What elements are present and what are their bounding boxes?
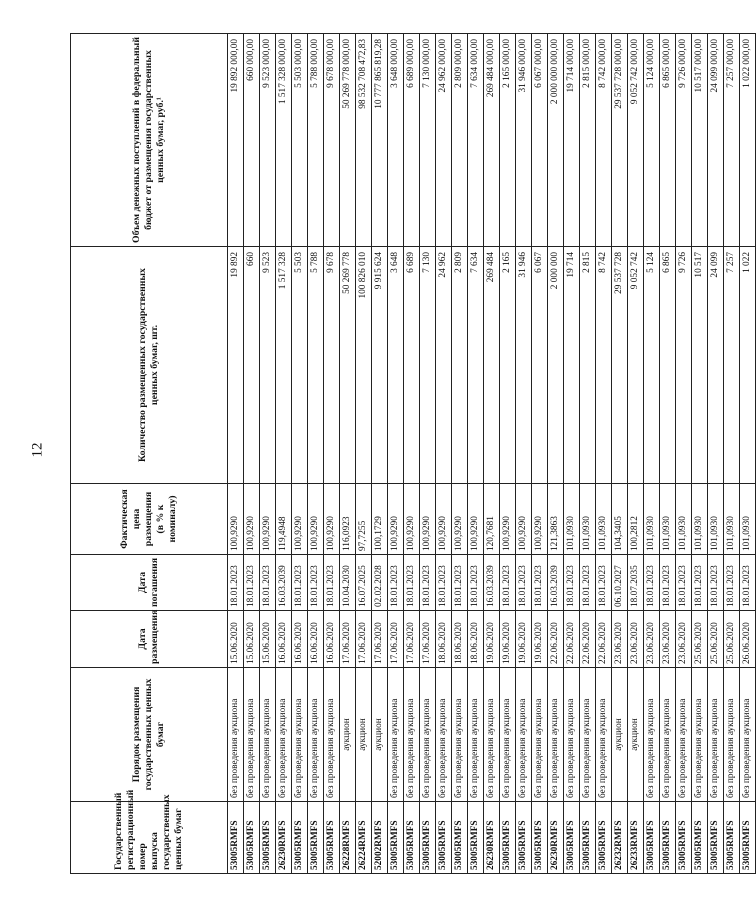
cell-repayment-date: 18.01.2023 [644,555,660,611]
table-row [612,34,628,874]
cell-method: без проведения аукциона [404,668,420,802]
table-row [340,34,356,874]
cell-proceeds: 24 962 000,00 [436,34,452,247]
cell-price: 101,0930 [644,484,660,555]
cell-proceeds: 660 000,00 [244,34,260,247]
cell-code: 53005RMFS [436,802,452,874]
cell-placement-date: 17.06.2020 [372,611,388,668]
cell-proceeds: 5 124 000,00 [644,34,660,247]
cell-price: 104,3405 [612,484,628,555]
cell-code: 53005RMFS [740,802,756,874]
cell-quantity: 7 634 [468,247,484,484]
cell-method: аукцион [340,668,356,802]
cell-method: без проведения аукциона [420,668,436,802]
cell-code: 53005RMFS [660,802,676,874]
cell-repayment-date: 18.01.2023 [404,555,420,611]
table-row [580,34,596,874]
cell-method: без проведения аукциона [308,668,324,802]
cell-code: 26228RMFS [340,802,356,874]
cell-code: 53005RMFS [308,802,324,874]
cell-quantity: 3 648 [388,247,404,484]
cell-method: без проведения аукциона [692,668,708,802]
table-row [228,34,244,874]
cell-quantity: 7 130 [420,247,436,484]
header-method: Порядок размещения государственных ценных бумаг [71,668,228,802]
cell-price: 100,9290 [516,484,532,555]
cell-proceeds: 10 777 865 819,28 [372,34,388,247]
cell-method: без проведения аукциона [660,668,676,802]
cell-proceeds: 6 067 000,00 [532,34,548,247]
cell-code: 53005RMFS [708,802,724,874]
cell-price: 101,0930 [692,484,708,555]
cell-repayment-date: 18.01.2023 [292,555,308,611]
cell-code: 53005RMFS [516,802,532,874]
cell-price: 100,9290 [468,484,484,555]
cell-proceeds: 9 523 000,00 [260,34,276,247]
table-row [516,34,532,874]
table-row [548,34,564,874]
cell-code: 53005RMFS [564,802,580,874]
cell-repayment-date: 16.03.2039 [548,555,564,611]
cell-proceeds: 6 865 000,00 [660,34,676,247]
table-row [276,34,292,874]
cell-placement-date: 16.06.2020 [324,611,340,668]
cell-proceeds: 7 130 000,00 [420,34,436,247]
cell-code: 53005RMFS [676,802,692,874]
cell-repayment-date: 18.01.2023 [260,555,276,611]
table-row [708,34,724,874]
table-row [468,34,484,874]
cell-price: 120,7681 [484,484,500,555]
cell-price: 100,9290 [324,484,340,555]
cell-method: без проведения аукциона [564,668,580,802]
page-number: 12 [29,442,46,458]
cell-price: 97,7255 [356,484,372,555]
cell-method: аукцион [628,668,644,802]
cell-proceeds: 19 714 000,00 [564,34,580,247]
cell-repayment-date: 18.01.2023 [388,555,404,611]
table-row [356,34,372,874]
cell-repayment-date: 18.01.2023 [324,555,340,611]
cell-proceeds: 6 689 000,00 [404,34,420,247]
cell-placement-date: 18.06.2020 [468,611,484,668]
cell-placement-date: 22.06.2020 [580,611,596,668]
cell-price: 100,9290 [452,484,468,555]
cell-proceeds: 9 726 000,00 [676,34,692,247]
cell-code: 53005RMFS [420,802,436,874]
cell-repayment-date: 18.01.2023 [244,555,260,611]
cell-price: 100,9290 [436,484,452,555]
cell-code: 53005RMFS [500,802,516,874]
cell-proceeds: 5 788 000,00 [308,34,324,247]
cell-code: 53005RMFS [244,802,260,874]
cell-code: 53005RMFS [404,802,420,874]
cell-quantity: 2 165 [500,247,516,484]
table-row [692,34,708,874]
table-row [260,34,276,874]
table-row [420,34,436,874]
table-row [244,34,260,874]
cell-repayment-date: 16.07.2025 [356,555,372,611]
cell-proceeds: 3 648 000,00 [388,34,404,247]
cell-placement-date: 25.06.2020 [708,611,724,668]
cell-method: аукцион [612,668,628,802]
cell-code: 53005RMFS [596,802,612,874]
cell-price: 100,1729 [372,484,388,555]
cell-quantity: 31 946 [516,247,532,484]
cell-repayment-date: 18.01.2023 [580,555,596,611]
cell-method: без проведения аукциона [276,668,292,802]
table-row [404,34,420,874]
cell-code: 26230RMFS [484,802,500,874]
cell-quantity: 1 517 328 [276,247,292,484]
cell-code: 26232RMFS [612,802,628,874]
cell-quantity: 6 865 [660,247,676,484]
cell-code: 53005RMFS [532,802,548,874]
cell-price: 101,0930 [676,484,692,555]
cell-price: 100,9290 [308,484,324,555]
cell-price: 100,9290 [292,484,308,555]
cell-placement-date: 16.06.2020 [276,611,292,668]
cell-quantity: 660 [244,247,260,484]
cell-placement-date: 18.06.2020 [436,611,452,668]
cell-proceeds: 9 052 742 000,00 [628,34,644,247]
cell-placement-date: 22.06.2020 [564,611,580,668]
cell-quantity: 50 269 778 [340,247,356,484]
cell-quantity: 9 678 [324,247,340,484]
cell-method: без проведения аукциона [436,668,452,802]
cell-quantity: 24 962 [436,247,452,484]
cell-placement-date: 15.06.2020 [260,611,276,668]
cell-quantity: 269 484 [484,247,500,484]
cell-placement-date: 15.06.2020 [228,611,244,668]
cell-method: без проведения аукциона [532,668,548,802]
cell-placement-date: 23.06.2020 [660,611,676,668]
rotated-table-container [70,34,752,874]
cell-code: 53005RMFS [228,802,244,874]
cell-method: без проведения аукциона [516,668,532,802]
cell-proceeds: 7 634 000,00 [468,34,484,247]
cell-repayment-date: 18.01.2023 [500,555,516,611]
cell-repayment-date: 18.01.2023 [228,555,244,611]
cell-quantity: 6 067 [532,247,548,484]
cell-method: аукцион [356,668,372,802]
cell-code: 53005RMFS [644,802,660,874]
cell-repayment-date: 18.01.2023 [436,555,452,611]
cell-proceeds: 8 742 000,00 [596,34,612,247]
cell-quantity: 5 503 [292,247,308,484]
cell-repayment-date: 06.10.2027 [612,555,628,611]
cell-placement-date: 19.06.2020 [500,611,516,668]
cell-method: без проведения аукциона [468,668,484,802]
cell-method: без проведения аукциона [740,668,756,802]
cell-method: без проведения аукциона [484,668,500,802]
cell-method: без проведения аукциона [708,668,724,802]
cell-repayment-date: 18.01.2023 [308,555,324,611]
cell-price: 100,9290 [532,484,548,555]
header-proceeds: Объем денежных поступлений в федеральный бюджет от размещения государственных ценных бумаг, руб.¹ [71,34,228,247]
cell-placement-date: 23.06.2020 [676,611,692,668]
cell-quantity: 9 052 742 [628,247,644,484]
cell-quantity: 8 742 [596,247,612,484]
cell-quantity: 1 022 [740,247,756,484]
header-repayment-date: Дата погашения [71,555,228,611]
table-row [308,34,324,874]
cell-proceeds: 2 000 000 000,00 [548,34,564,247]
table-row [724,34,740,874]
cell-code: 53005RMFS [468,802,484,874]
cell-placement-date: 17.06.2020 [388,611,404,668]
cell-repayment-date: 16.03.2039 [276,555,292,611]
cell-repayment-date: 18.01.2023 [516,555,532,611]
table-row [436,34,452,874]
cell-price: 116,0923 [340,484,356,555]
cell-price: 119,4948 [276,484,292,555]
cell-repayment-date: 16.03.2039 [484,555,500,611]
header-price: Фактическая цена размещения (в % к номиналу) [71,484,228,555]
cell-method: без проведения аукциона [500,668,516,802]
cell-proceeds: 1 517 328 000,00 [276,34,292,247]
cell-code: 53005RMFS [692,802,708,874]
cell-proceeds: 31 946 000,00 [516,34,532,247]
cell-repayment-date: 18.01.2023 [676,555,692,611]
cell-placement-date: 25.06.2020 [724,611,740,668]
cell-price: 101,0930 [580,484,596,555]
table-row [452,34,468,874]
securities-placement-table [70,33,756,874]
cell-quantity: 2 815 [580,247,596,484]
cell-proceeds: 50 269 778 000,00 [340,34,356,247]
cell-price: 101,0930 [660,484,676,555]
cell-repayment-date: 18.01.2023 [596,555,612,611]
cell-code: 52002RMFS [372,802,388,874]
cell-placement-date: 22.06.2020 [596,611,612,668]
cell-method: без проведения аукциона [452,668,468,802]
cell-quantity: 29 537 728 [612,247,628,484]
cell-quantity: 9 523 [260,247,276,484]
cell-placement-date: 17.06.2020 [340,611,356,668]
cell-proceeds: 7 257 000,00 [724,34,740,247]
cell-price: 100,2812 [628,484,644,555]
cell-placement-date: 19.06.2020 [516,611,532,668]
cell-code: 53005RMFS [324,802,340,874]
cell-price: 121,3863 [548,484,564,555]
table-row [388,34,404,874]
cell-code: 26230RMFS [276,802,292,874]
cell-method: без проведения аукциона [596,668,612,802]
cell-placement-date: 15.06.2020 [244,611,260,668]
cell-placement-date: 17.06.2020 [356,611,372,668]
cell-repayment-date: 18.01.2023 [452,555,468,611]
cell-placement-date: 25.06.2020 [692,611,708,668]
cell-code: 53005RMFS [580,802,596,874]
cell-method: аукцион [372,668,388,802]
cell-proceeds: 98 532 708 472,83 [356,34,372,247]
cell-method: без проведения аукциона [644,668,660,802]
cell-proceeds: 10 517 000,00 [692,34,708,247]
cell-price: 101,0930 [564,484,580,555]
cell-proceeds: 2 815 000,00 [580,34,596,247]
cell-placement-date: 19.06.2020 [484,611,500,668]
cell-method: без проведения аукциона [244,668,260,802]
cell-placement-date: 17.06.2020 [420,611,436,668]
cell-method: без проведения аукциона [548,668,564,802]
cell-proceeds: 2 809 000,00 [452,34,468,247]
cell-code: 26233RMFS [628,802,644,874]
cell-price: 100,9290 [388,484,404,555]
table-row [660,34,676,874]
table-row [372,34,388,874]
table-row [644,34,660,874]
cell-placement-date: 23.06.2020 [644,611,660,668]
cell-placement-date: 23.06.2020 [612,611,628,668]
header-row [71,34,228,874]
cell-quantity: 5 124 [644,247,660,484]
cell-placement-date: 26.06.2020 [740,611,756,668]
cell-price: 100,9290 [404,484,420,555]
cell-price: 101,0930 [724,484,740,555]
cell-quantity: 19 892 [228,247,244,484]
cell-quantity: 5 788 [308,247,324,484]
cell-price: 100,9290 [420,484,436,555]
cell-proceeds: 1 022 000,00 [740,34,756,247]
cell-placement-date: 18.06.2020 [452,611,468,668]
cell-quantity: 10 517 [692,247,708,484]
table-row [628,34,644,874]
cell-placement-date: 16.06.2020 [292,611,308,668]
cell-code: 53005RMFS [260,802,276,874]
header-placement-date: Дата размещения [71,611,228,668]
cell-method: без проведения аукциона [292,668,308,802]
table-row [484,34,500,874]
cell-proceeds: 24 099 000,00 [708,34,724,247]
cell-proceeds: 2 165 000,00 [500,34,516,247]
cell-code: 53005RMFS [292,802,308,874]
cell-quantity: 7 257 [724,247,740,484]
cell-code: 53005RMFS [724,802,740,874]
cell-quantity: 2 809 [452,247,468,484]
cell-price: 100,9290 [260,484,276,555]
cell-placement-date: 17.06.2020 [404,611,420,668]
cell-placement-date: 23.06.2020 [628,611,644,668]
cell-quantity: 100 826 010 [356,247,372,484]
cell-repayment-date: 18.01.2023 [660,555,676,611]
cell-price: 101,0930 [708,484,724,555]
cell-placement-date: 16.06.2020 [308,611,324,668]
cell-placement-date: 22.06.2020 [548,611,564,668]
cell-price: 100,9290 [500,484,516,555]
cell-proceeds: 29 537 728 000,00 [612,34,628,247]
cell-proceeds: 9 678 000,00 [324,34,340,247]
cell-repayment-date: 10.04.2030 [340,555,356,611]
cell-quantity: 19 714 [564,247,580,484]
table-row [292,34,308,874]
cell-repayment-date: 18.07.2035 [628,555,644,611]
cell-price: 101,0930 [596,484,612,555]
cell-placement-date: 19.06.2020 [532,611,548,668]
cell-price: 100,9290 [228,484,244,555]
cell-quantity: 6 689 [404,247,420,484]
table-row [740,34,756,874]
cell-quantity: 9 726 [676,247,692,484]
cell-method: без проведения аукциона [676,668,692,802]
cell-quantity: 9 915 624 [372,247,388,484]
table-row [564,34,580,874]
cell-repayment-date: 18.01.2023 [532,555,548,611]
table-row [500,34,516,874]
cell-repayment-date: 18.01.2023 [708,555,724,611]
cell-code: 53005RMFS [452,802,468,874]
cell-code: 26230RMFS [548,802,564,874]
cell-method: без проведения аукциона [228,668,244,802]
cell-price: 100,9290 [244,484,260,555]
cell-repayment-date: 18.01.2023 [564,555,580,611]
table-row [324,34,340,874]
cell-code: 26224RMFS [356,802,372,874]
cell-code: 53005RMFS [388,802,404,874]
header-quantity: Количество размещенных государственных ценных бумаг, шт. [71,247,228,484]
header-code: Государственный регистрационный номер выпуска государственных ценных бумаг [71,802,228,874]
cell-repayment-date: 18.01.2023 [468,555,484,611]
cell-repayment-date: 18.01.2023 [692,555,708,611]
cell-method: без проведения аукциона [724,668,740,802]
cell-repayment-date: 18.01.2023 [724,555,740,611]
cell-quantity: 24 099 [708,247,724,484]
cell-proceeds: 19 892 000,00 [228,34,244,247]
cell-method: без проведения аукциона [260,668,276,802]
cell-repayment-date: 18.01.2023 [420,555,436,611]
cell-method: без проведения аукциона [324,668,340,802]
cell-proceeds: 5 503 000,00 [292,34,308,247]
cell-price: 101,0930 [740,484,756,555]
table-row [596,34,612,874]
cell-repayment-date: 02.02.2028 [372,555,388,611]
cell-quantity: 2 000 000 [548,247,564,484]
table-row [676,34,692,874]
cell-proceeds: 269 484 000,00 [484,34,500,247]
cell-repayment-date: 18.01.2023 [740,555,756,611]
table-row [532,34,548,874]
cell-method: без проведения аукциона [388,668,404,802]
cell-method: без проведения аукциона [580,668,596,802]
